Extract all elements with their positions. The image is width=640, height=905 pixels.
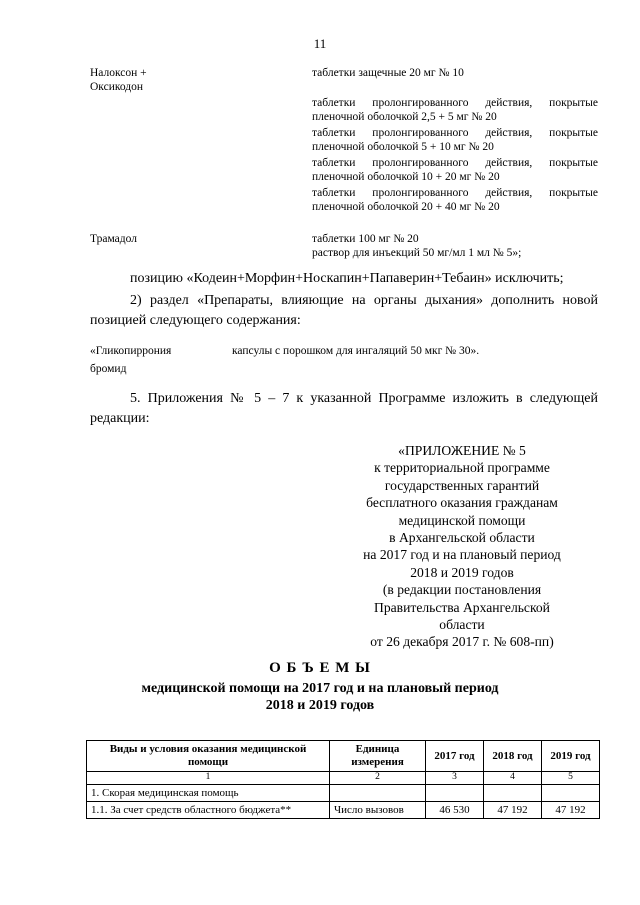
section-label: 1. Скорая медицинская помощь	[87, 785, 330, 802]
column-number: 1	[87, 772, 330, 785]
drug-form: таблетки пролонгированного действия, покрытые пленочной оболочкой 2,5 + 5 мг № 20	[312, 97, 598, 123]
row-value-2018: 47 192	[484, 802, 542, 819]
drug-form: таблетки пролонгированного действия, покрытые пленочной оболочкой 20 + 40 мг № 20	[312, 187, 598, 213]
appendix-title-line: «ПРИЛОЖЕНИЕ № 5	[398, 443, 526, 458]
page-number: 11	[313, 36, 327, 51]
drug-form: таблетки защечные 20 мг № 10	[312, 67, 464, 79]
table-column-numbers-row	[87, 772, 600, 785]
table-header: 2019 год	[542, 741, 600, 772]
drug-name: Оксикодон	[90, 81, 144, 93]
document-subheading: 2018 и 2019 годов	[265, 698, 375, 713]
appendix-title-line: (в редакции постановления	[382, 582, 542, 598]
table-header: 2018 год	[484, 741, 542, 772]
appendix-title-line: Правительства Архангельской области	[374, 599, 550, 633]
drug-form: таблетки 100 мг № 20	[312, 233, 419, 245]
drug-form: раствор для инъекций 50 мг/мл 1 мл № 5»;	[312, 247, 522, 259]
appendix-title-line: от 26 декабря 2017 г. № 608-пп)	[370, 634, 554, 650]
table-header: Виды и условия оказания медицинской помощи	[87, 741, 330, 772]
drug-name: Налоксон +	[90, 67, 147, 79]
drug-form: капсулы с порошком для ингаляций 50 мкг № 30».	[232, 345, 480, 357]
appendix-title-line: к территориальной программе	[374, 460, 550, 476]
document-heading: О Б Ъ Е М Ы	[269, 660, 371, 676]
paragraph-2: 2) раздел «Препараты, влияющие на органы дыхания» дополнить новой позицией следующего содержания:	[90, 293, 598, 328]
appendix-title-line: в Архангельской области	[389, 530, 535, 546]
volumes-table	[86, 740, 600, 819]
paragraph-5: 5. Приложения № 5 – 7 к указанной Программе изложить в следующей редакции:	[90, 391, 598, 426]
column-number: 2	[330, 772, 426, 785]
appendix-title-line: 2018 и 2019 годов	[410, 564, 514, 580]
appendix-title-block	[350, 442, 574, 651]
row-value-2019: 47 192	[542, 802, 600, 819]
drug-form: таблетки пролонгированного действия, покрытые пленочной оболочкой 10 + 20 мг № 20	[312, 157, 598, 183]
table-header: Единица измерения	[330, 741, 426, 772]
drug-name: Трамадол	[90, 233, 137, 245]
table-header: 2017 год	[426, 741, 484, 772]
column-number: 5	[542, 772, 600, 785]
document-subheading: медицинской помощи на 2017 год и на плановый период	[141, 681, 499, 696]
row-value-2017: 46 530	[426, 802, 484, 819]
appendix-title-line: государственных гарантий	[384, 477, 540, 493]
drug-name: «Гликопиррония	[90, 345, 172, 357]
appendix-title-line: на 2017 год и на плановый период	[363, 547, 561, 563]
row-unit: Число вызовов	[330, 802, 426, 819]
appendix-title-line: бесплатного оказания гражданам	[366, 495, 558, 511]
drug-form: таблетки пролонгированного действия, покрытые пленочной оболочкой 5 + 10 мг № 20	[312, 127, 598, 153]
paragraph-exclude: позицию «Кодеин+Морфин+Носкапин+Папаверин+Тебаин» исключить;	[130, 271, 564, 286]
appendix-title-line: медицинской помощи	[398, 512, 526, 528]
drug-name: бромид	[90, 363, 127, 375]
table-row	[87, 802, 600, 819]
column-number: 3	[426, 772, 484, 785]
table-header-row	[87, 741, 600, 772]
table-row	[87, 785, 600, 802]
row-label: 1.1. За счет средств областного бюджета**	[87, 802, 330, 819]
column-number: 4	[484, 772, 542, 785]
